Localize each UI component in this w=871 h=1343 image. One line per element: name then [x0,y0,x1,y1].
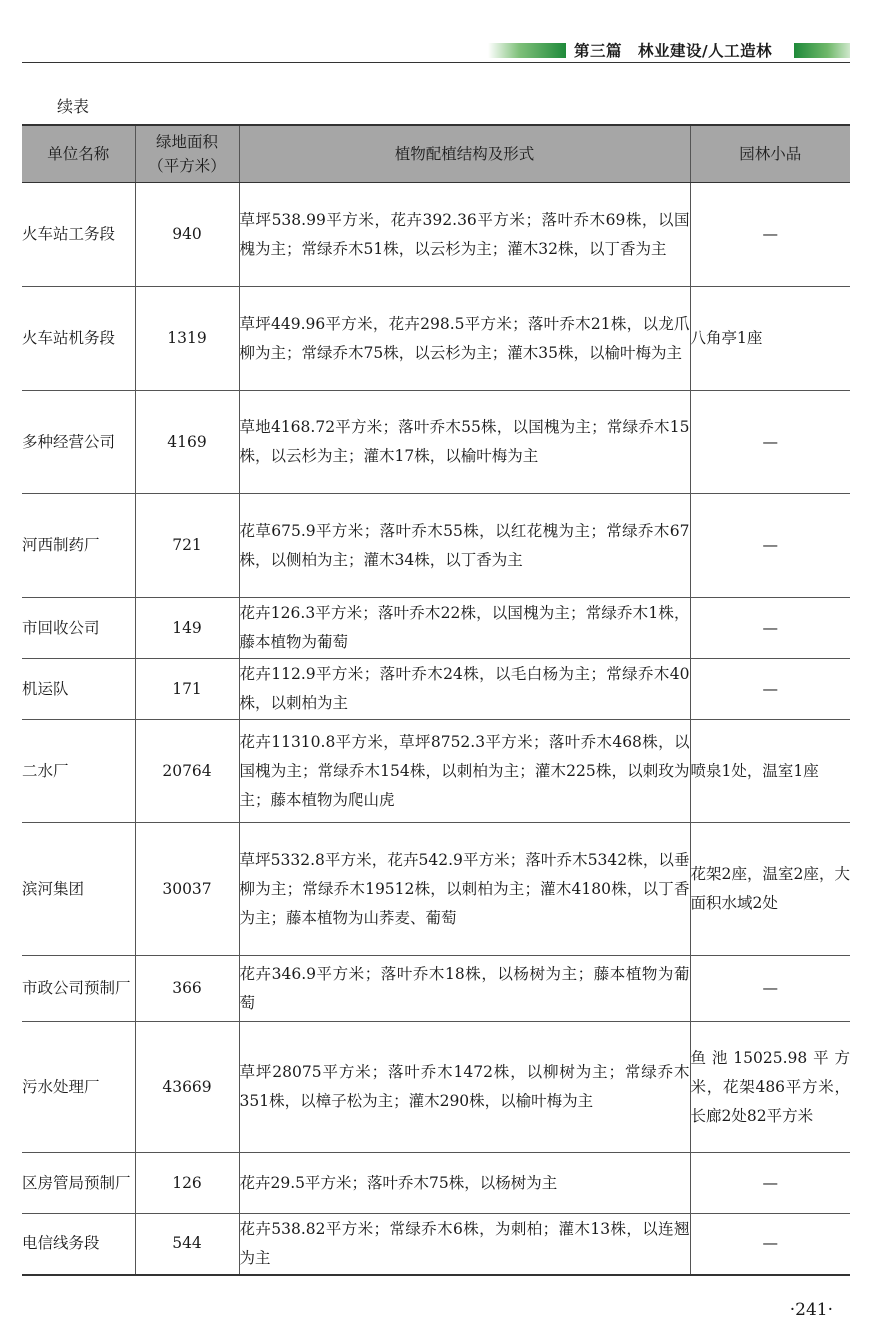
cell-structure: 花卉346.9平方米；落叶乔木18株，以杨树为主；藤本植物为葡萄 [239,956,690,1022]
cell-area: 171 [135,659,239,720]
page-number: ·241· [789,1300,833,1320]
cell-features: — [690,659,850,720]
col-header-unit: 单位名称 [22,125,135,183]
cell-area: 43669 [135,1022,239,1153]
header-title: 第三篇 林业建设/人工造林 [574,42,773,60]
col-header-structure: 植物配植结构及形式 [239,125,690,183]
cell-structure: 草坪28075平方米；落叶乔木1472株，以柳树为主；常绿乔木351株，以樟子松为主；灌木290株，以榆叶梅为主 [239,1022,690,1153]
cell-structure: 花卉112.9平方米；落叶乔木24株，以毛白杨为主；常绿乔木40株，以刺柏为主 [239,659,690,720]
cell-structure: 花卉29.5平方米；落叶乔木75株，以杨树为主 [239,1153,690,1214]
cell-unit: 机运队 [22,659,135,720]
cell-structure: 草地4168.72平方米；落叶乔木55株，以国槐为主；常绿乔木15株，以云杉为主；灌木17株，以榆叶梅为主 [239,391,690,494]
cell-area: 366 [135,956,239,1022]
cell-area: 1319 [135,287,239,391]
cell-features: — [690,391,850,494]
col-header-area-line2: （平方米） [148,157,226,175]
cell-area: 721 [135,494,239,598]
cell-structure: 草坪538.99平方米，花卉392.36平方米；落叶乔木69株，以国槐为主；常绿乔木51株，以云杉为主；灌木32株，以丁香为主 [239,183,690,287]
cell-unit: 电信线务段 [22,1214,135,1275]
cell-structure: 花卉11310.8平方米，草坪8752.3平方米；落叶乔木468株，以国槐为主；常绿乔木154株，以刺柏为主；灌木225株，以刺玫为主；藤本植物为爬山虎 [239,720,690,823]
col-header-features: 园林小品 [690,125,850,183]
cell-features: — [690,183,850,287]
cell-features: 鱼池15025.98平方米，花架486平方米，长廊2处82平方米 [690,1022,850,1153]
table-row [22,287,850,391]
cell-area: 126 [135,1153,239,1214]
table-header-row [22,125,850,183]
cell-unit: 市政公司预制厂 [22,956,135,1022]
cell-unit: 多种经营公司 [22,391,135,494]
table-row [22,1022,850,1153]
cell-area: 4169 [135,391,239,494]
col-header-area [135,125,239,183]
continued-table-label: 续表 [57,97,90,116]
header-rule [22,62,850,63]
cell-area: 149 [135,598,239,659]
table-row [22,956,850,1022]
cell-area: 940 [135,183,239,287]
table-row [22,183,850,287]
table-row [22,1214,850,1275]
cell-unit: 市回收公司 [22,598,135,659]
cell-features: — [690,494,850,598]
table-row [22,1153,850,1214]
cell-unit: 河西制药厂 [22,494,135,598]
cell-unit: 污水处理厂 [22,1022,135,1153]
cell-features: — [690,1214,850,1275]
cell-area: 30037 [135,823,239,956]
header-gradient-bar-left [488,43,566,58]
cell-structure: 草坪449.96平方米，花卉298.5平方米；落叶乔木21株，以龙爪柳为主；常绿乔木75株，以云杉为主；灌木35株，以榆叶梅为主 [239,287,690,391]
cell-unit: 区房管局预制厂 [22,1153,135,1214]
cell-structure: 花草675.9平方米；落叶乔木55株，以红花槐为主；常绿乔木67株，以侧柏为主；灌木34株，以丁香为主 [239,494,690,598]
cell-area: 544 [135,1214,239,1275]
header-gradient-bar-right [794,43,850,58]
cell-features: — [690,598,850,659]
cell-unit: 二水厂 [22,720,135,823]
table-row [22,494,850,598]
cell-features: 喷泉1处，温室1座 [690,720,850,823]
cell-structure: 花卉538.82平方米；常绿乔木6株，为刺柏；灌木13株，以连翘为主 [239,1214,690,1275]
cell-unit: 火车站工务段 [22,183,135,287]
cell-features: — [690,1153,850,1214]
table-row [22,391,850,494]
table-row [22,720,850,823]
cell-unit: 滨河集团 [22,823,135,956]
cell-features: 花架2座，温室2座，大面积水域2处 [690,823,850,956]
running-header [22,38,850,64]
cell-structure: 花卉126.3平方米；落叶乔木22株，以国槐为主；常绿乔木1株，藤本植物为葡萄 [239,598,690,659]
cell-features: 八角亭1座 [690,287,850,391]
table-row [22,598,850,659]
cell-area: 20764 [135,720,239,823]
cell-features: — [690,956,850,1022]
col-header-area-line1: 绿地面积 [155,133,218,151]
cell-unit: 火车站机务段 [22,287,135,391]
greening-table [22,124,850,1276]
table-row [22,659,850,720]
cell-structure: 草坪5332.8平方米，花卉542.9平方米；落叶乔木5342株，以垂柳为主；常绿乔木19512株，以刺柏为主；灌木4180株，以丁香为主；藤本植物为山荞麦、葡萄 [239,823,690,956]
table-row [22,823,850,956]
